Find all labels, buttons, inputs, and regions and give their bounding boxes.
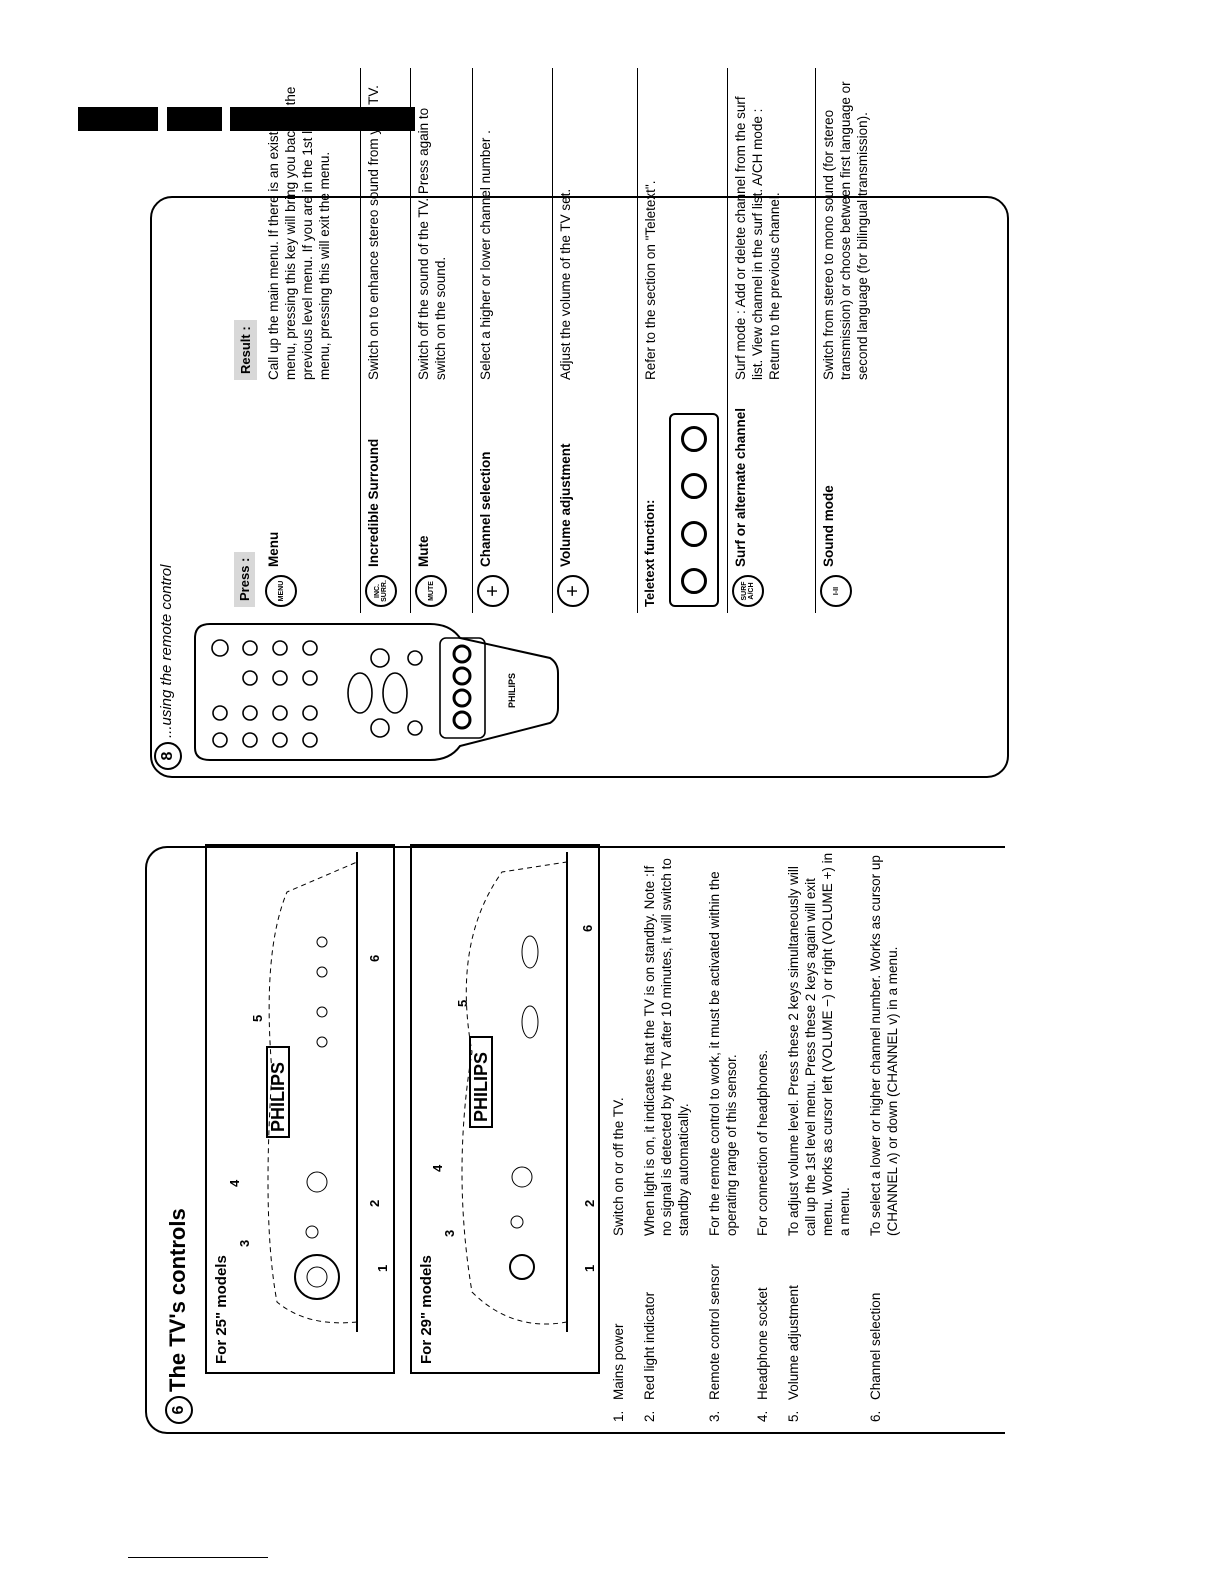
press-header: Press : [234,552,255,607]
svg-text:1: 1 [375,1264,390,1272]
teletext-keys-icon [669,413,719,607]
table-row: + Volume adjustment Adjust the volume of the TV set. [553,68,638,613]
svg-text:2: 2 [367,1199,382,1207]
svg-text:4: 4 [430,1164,445,1172]
result-header: Result : [234,320,257,380]
table-row: Teletext function: Refer to the section on "Teletext". [638,68,728,613]
incredible-surround-button-icon: INC. SURR. [365,575,397,607]
sound-mode-button-icon: I-II [820,575,852,607]
volume-plus-icon: + [557,575,589,607]
controls-panel-content [145,842,985,1432]
figure-29-models: For 29" models PHILIPS 3 4 5 1 2 6 [410,844,600,1374]
press-result-table [230,68,904,613]
menu-button-icon: MENU [265,575,297,607]
remote-illustration [190,618,560,768]
tv-25-illustration [207,842,397,1372]
svg-text:5: 5 [455,999,470,1007]
list-item: 6. Channel selection To select a lower or higher channel number. Works as cursor up (CHANNEL ʌ) or down (CHANNEL v) in a menu. [868,855,900,1422]
list-item: 3. Remote control sensor For the remote control to work, it must be activated within the operating range of this sensor. [707,871,739,1422]
section-number: 6 [165,1396,193,1424]
tv-29-illustration [412,842,602,1372]
svg-text:3: 3 [442,1229,457,1237]
list-item: 5. Volume adjustment To adjust volume level. Press these 2 keys simultaneously will call up the 1st level menu. Press these 2 keys again will exit menu. Works as cursor left (VOLUME −) or right (VOLUME +) in a menu. [786,852,852,1422]
list-item: 1. Mains power Switch on or off the TV. [611,1097,626,1422]
table-row: MUTE Mute Switch off the sound of the TV. Press again to switch on the sound. [411,68,473,613]
footer-rule [128,1557,268,1558]
header-bar-1 [78,107,158,131]
table-row: MENU Menu Call up the main menu. If there is an existing menu, pressing this key will bring you back to the previous level menu. If you are in the 1st level menu, pressing this will exit the menu. [261,68,361,613]
section-number: 8 [154,742,182,770]
svg-text:3: 3 [237,1239,252,1247]
list-item: 4. Headphone socket For connection of headphones. [755,1049,770,1422]
header-bar-2 [167,107,222,131]
controls-list [610,852,915,1422]
brand-logo: PHILIPS [268,1061,288,1132]
brand-logo: PHILIPS [471,1051,491,1122]
table-row: SURF A/CH Surf or alternate channel Surf mode : Add or delete channel from the surf list. View channel in the surf list. A/CH mode : Return to the previous channel. [728,68,816,613]
svg-text:4: 4 [227,1179,242,1187]
section-heading: ...using the remote control [158,564,175,738]
svg-text:1: 1 [582,1264,597,1272]
surf-button-icon: SURF A/CH [732,575,764,607]
table-row: + Channel selection Select a higher or lower channel number . [473,68,553,613]
svg-text:2: 2 [582,1199,597,1207]
list-item: 2. Red light indicator When light is on, it indicates that the TV is on standby. Note :If no signal is detected by the TV after 10 minutes, it will switch to standby automatically. [642,858,691,1422]
table-row: I-II Sound mode Switch from stereo to mono sound (for stereo transmission) or choose between first language or second language (for bilingual transmission). [816,68,904,613]
svg-text:6: 6 [367,954,382,962]
table-row: INC. SURR. Incredible Surround Switch on to enhance stereo sound from your TV. [361,68,411,613]
svg-text:6: 6 [580,924,595,932]
svg-text:5: 5 [250,1014,265,1022]
mute-button-icon: MUTE [415,575,447,607]
remote-panel-content [150,81,1006,778]
figure-25-models: For 25" models PHILIPS 3 4 5 1 2 6 [205,844,395,1374]
channel-plus-icon: + [477,575,509,607]
page-title: The TV's controls [165,1208,190,1392]
remote-brand: PHILIPS [507,672,517,708]
